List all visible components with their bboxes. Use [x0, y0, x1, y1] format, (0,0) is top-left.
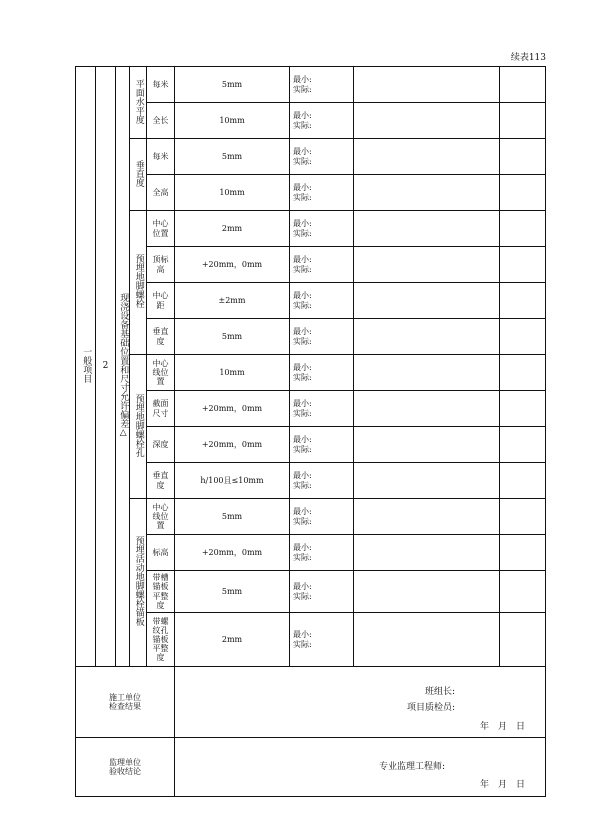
remark-cell[interactable]: [500, 103, 546, 139]
measured-cell[interactable]: [290, 391, 354, 427]
check-item-cell: [147, 211, 175, 247]
min-label: 最小:: [293, 543, 312, 553]
result-cell[interactable]: [354, 283, 500, 319]
table-row: [76, 499, 546, 535]
result-cell[interactable]: [354, 211, 500, 247]
measured-cell[interactable]: [290, 175, 354, 211]
check-item-label: 每米: [152, 151, 169, 161]
remark-cell[interactable]: [500, 463, 546, 499]
group-label: 平面水平度: [133, 78, 144, 124]
check-item-label: 全高: [152, 187, 169, 197]
table-row: [76, 319, 546, 355]
result-cell[interactable]: [354, 391, 500, 427]
group-cell: [130, 139, 147, 211]
remark-cell[interactable]: [500, 391, 546, 427]
min-label: 最小:: [293, 75, 312, 85]
min-label: 最小:: [293, 183, 312, 193]
tolerance-cell: [175, 355, 290, 391]
tolerance-value: 5mm: [221, 511, 243, 521]
supervisor-row: [76, 738, 546, 797]
table-row: [76, 175, 546, 211]
tolerance-value: 2mm: [221, 223, 243, 233]
tolerance-cell: [175, 247, 290, 283]
tolerance-cell: [175, 139, 290, 175]
check-item-cell: [147, 319, 175, 355]
group-cell: [130, 211, 147, 355]
tolerance-value: +20mm，0mm: [201, 403, 263, 413]
check-item-label: 垂直: [152, 471, 169, 481]
table-row: [76, 391, 546, 427]
team-leader-label: 班组长:: [424, 687, 455, 697]
group-cell: [130, 67, 147, 139]
remark-cell[interactable]: [500, 319, 546, 355]
tolerance-value: 10mm: [219, 187, 245, 197]
check-item-label: 位置: [152, 228, 169, 238]
check-item-label: 中心: [152, 219, 169, 229]
tolerance-cell: [175, 391, 290, 427]
min-label: 最小:: [293, 147, 312, 157]
supervisor-signature-cell[interactable]: [175, 738, 546, 797]
section-cell: [116, 67, 130, 667]
result-cell[interactable]: [354, 247, 500, 283]
actual-label: 实际:: [293, 192, 312, 202]
check-item-cell: [147, 103, 175, 139]
contractor-date: 年 月 日: [479, 722, 525, 732]
measured-cell[interactable]: [290, 427, 354, 463]
check-item-label: 带螺: [152, 616, 169, 626]
check-item-label: 度: [156, 653, 165, 663]
actual-label: 实际:: [293, 639, 312, 649]
check-item-cell: [147, 499, 175, 535]
result-cell[interactable]: [354, 103, 500, 139]
actual-label: 实际:: [293, 156, 312, 166]
table-row: [76, 427, 546, 463]
tolerance-value: 10mm: [219, 367, 245, 377]
result-cell[interactable]: [354, 427, 500, 463]
supervisor-engineer-label: 专业监理工程师:: [378, 762, 445, 772]
tolerance-cell: [175, 103, 290, 139]
check-item-label: 带槽: [152, 573, 169, 583]
result-cell[interactable]: [354, 319, 500, 355]
tolerance-cell: [175, 535, 290, 571]
check-item-label: 平整: [152, 644, 169, 654]
remark-cell[interactable]: [500, 247, 546, 283]
remark-cell[interactable]: [500, 67, 546, 103]
table-row: [76, 283, 546, 319]
group-label: 垂直度: [133, 159, 144, 187]
check-item-cell: [147, 613, 175, 667]
check-item-cell: [147, 571, 175, 613]
result-cell[interactable]: [354, 463, 500, 499]
supervisor-label: 监理单位: [109, 757, 141, 767]
result-cell[interactable]: [354, 535, 500, 571]
contractor-row: [76, 667, 546, 738]
measured-cell[interactable]: [290, 67, 354, 103]
tolerance-value: 2mm: [221, 634, 243, 644]
min-label: 最小:: [293, 630, 312, 640]
tolerance-cell: [175, 571, 290, 613]
actual-label: 实际:: [293, 516, 312, 526]
check-item-cell: [147, 463, 175, 499]
item-number: 2: [102, 361, 109, 372]
check-item-label: 垂直: [152, 327, 169, 337]
actual-label: 实际:: [293, 591, 312, 601]
section-label: 现浇设备基础位置和尺寸允许偏差△: [118, 292, 129, 438]
contractor-label-cell: [76, 667, 175, 738]
measured-cell[interactable]: [290, 463, 354, 499]
supervisor-label-cell: [76, 738, 175, 797]
measured-cell[interactable]: [290, 355, 354, 391]
tolerance-cell: [175, 283, 290, 319]
min-label: 最小:: [293, 582, 312, 592]
table-row: [76, 247, 546, 283]
tolerance-cell: [175, 175, 290, 211]
check-item-label: 线位: [152, 511, 169, 521]
actual-label: 实际:: [293, 372, 312, 382]
min-label: 最小:: [293, 363, 312, 373]
check-item-cell: [147, 283, 175, 319]
qc-inspector-label: 项目质检员:: [406, 703, 455, 713]
check-item-label: 中心: [152, 502, 169, 512]
actual-label: 实际:: [293, 264, 312, 274]
table-row: [76, 535, 546, 571]
supervisor-label: 验收结论: [109, 767, 141, 776]
check-item-cell: [147, 355, 175, 391]
tolerance-value: 10mm: [219, 115, 245, 125]
min-label: 最小:: [293, 111, 312, 121]
check-item-label: 度: [156, 600, 165, 610]
remark-cell[interactable]: [500, 427, 546, 463]
measured-cell[interactable]: [290, 613, 354, 667]
tolerance-value: +20mm，0mm: [201, 439, 263, 449]
table-row: [76, 571, 546, 613]
measured-cell[interactable]: [290, 247, 354, 283]
remark-cell[interactable]: [500, 571, 546, 613]
check-item-cell: [147, 427, 175, 463]
check-item-label: 锚板: [152, 582, 169, 592]
group-cell: [130, 355, 147, 499]
check-item-label: 纹孔: [152, 625, 169, 635]
tolerance-cell: [175, 463, 290, 499]
check-item-cell: [147, 175, 175, 211]
tolerance-cell: [175, 319, 290, 355]
min-label: 最小:: [293, 219, 312, 229]
actual-label: 实际:: [293, 408, 312, 418]
remark-cell[interactable]: [500, 139, 546, 175]
min-label: 最小:: [293, 291, 312, 301]
tolerance-value: ±2mm: [218, 295, 246, 305]
min-label: 最小:: [293, 507, 312, 517]
check-item-label: 距: [156, 300, 165, 310]
actual-label: 实际:: [293, 84, 312, 94]
group-label: 预埋活动地脚螺栓锚板: [133, 536, 144, 627]
measured-cell[interactable]: [290, 499, 354, 535]
check-item-label: 中心: [152, 358, 169, 368]
check-item-cell: [147, 139, 175, 175]
table-row: [76, 463, 546, 499]
remark-cell[interactable]: [500, 283, 546, 319]
tolerance-cell: [175, 211, 290, 247]
tolerance-cell: [175, 67, 290, 103]
result-cell[interactable]: [354, 571, 500, 613]
tolerance-cell: [175, 427, 290, 463]
result-cell[interactable]: [354, 613, 500, 667]
check-item-cell: [147, 247, 175, 283]
remark-cell[interactable]: [500, 613, 546, 667]
category-cell: [76, 67, 96, 667]
actual-label: 实际:: [293, 120, 312, 130]
result-cell[interactable]: [354, 355, 500, 391]
check-item-label: 全长: [152, 115, 169, 125]
result-cell[interactable]: [354, 67, 500, 103]
check-item-label: 线位: [152, 367, 169, 377]
remark-cell[interactable]: [500, 499, 546, 535]
remark-cell[interactable]: [500, 175, 546, 211]
remark-cell[interactable]: [500, 355, 546, 391]
tolerance-value: 5mm: [221, 586, 243, 596]
check-item-label: 截面: [152, 399, 169, 409]
min-label: 最小:: [293, 435, 312, 445]
table-row: [76, 139, 546, 175]
item-number-cell: [96, 67, 116, 667]
measured-cell[interactable]: [290, 571, 354, 613]
remark-cell[interactable]: [500, 535, 546, 571]
min-label: 最小:: [293, 255, 312, 265]
check-item-label: 置: [156, 521, 165, 531]
measured-cell[interactable]: [290, 211, 354, 247]
table-row: [76, 103, 546, 139]
min-label: 最小:: [293, 471, 312, 481]
actual-label: 实际:: [293, 300, 312, 310]
actual-label: 实际:: [293, 336, 312, 346]
actual-label: 实际:: [293, 228, 312, 238]
tolerance-cell: [175, 613, 290, 667]
check-item-label: 度: [156, 336, 165, 346]
measured-cell[interactable]: [290, 319, 354, 355]
check-item-label: 中心: [152, 291, 169, 301]
check-item-label: 锚板: [152, 634, 169, 644]
check-item-label: 平整: [152, 591, 169, 601]
check-item-label: 顶标: [152, 255, 169, 265]
actual-label: 实际:: [293, 552, 312, 562]
check-item-cell: [147, 535, 175, 571]
measured-cell[interactable]: [290, 139, 354, 175]
group-cell: [130, 499, 147, 667]
contractor-label: 施工单位: [109, 692, 141, 702]
min-label: 最小:: [293, 327, 312, 337]
tolerance-value: h/100且≤10mm: [200, 475, 264, 485]
actual-label: 实际:: [293, 480, 312, 490]
check-item-label: 置: [156, 377, 165, 387]
table-row: [76, 355, 546, 391]
measured-cell[interactable]: [290, 283, 354, 319]
measured-cell[interactable]: [290, 103, 354, 139]
continuation-label: 续表113: [510, 53, 546, 63]
contractor-signature-cell[interactable]: [175, 667, 546, 738]
table-row: [76, 67, 546, 103]
result-cell[interactable]: [354, 139, 500, 175]
tolerance-value: +20mm，0mm: [201, 259, 263, 269]
tolerance-value: 5mm: [221, 151, 243, 161]
inspection-form-table: [75, 66, 546, 797]
result-cell[interactable]: [354, 175, 500, 211]
group-label: 预埋地脚螺栓: [133, 254, 144, 309]
remark-cell[interactable]: [500, 211, 546, 247]
result-cell[interactable]: [354, 499, 500, 535]
tolerance-value: 5mm: [221, 331, 243, 341]
check-item-label: 深度: [152, 439, 169, 449]
check-item-label: 高: [156, 264, 165, 274]
table-row: [76, 613, 546, 667]
min-label: 最小:: [293, 399, 312, 409]
measured-cell[interactable]: [290, 535, 354, 571]
tolerance-cell: [175, 499, 290, 535]
check-item-label: 标高: [152, 547, 169, 557]
group-label: 预埋地脚螺栓孔: [133, 393, 144, 457]
check-item-label: 尺寸: [152, 408, 169, 418]
tolerance-value: 5mm: [221, 79, 243, 89]
category-label: 一般项目: [81, 347, 92, 384]
supervisor-date: 年 月 日: [479, 780, 525, 790]
check-item-label: 度: [156, 480, 165, 490]
check-item-label: 每米: [152, 79, 169, 89]
contractor-label: 检查结果: [109, 702, 141, 711]
tolerance-value: +20mm，0mm: [201, 547, 263, 557]
check-item-cell: [147, 391, 175, 427]
table-row: [76, 211, 546, 247]
actual-label: 实际:: [293, 444, 312, 454]
check-item-cell: [147, 67, 175, 103]
